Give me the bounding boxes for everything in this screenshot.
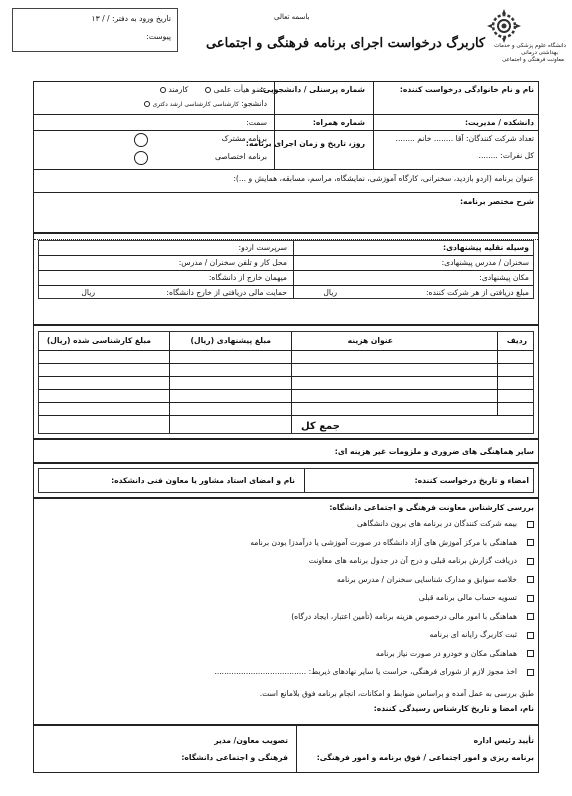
review-item-checkbox[interactable] — [527, 521, 534, 528]
support-rial: ریال — [81, 288, 95, 297]
review-item-label: هماهنگی با مرکز آموزش های آزاد دانشگاه در صورت آموزشی یا درآمدزا بودن برنامه — [250, 537, 517, 547]
section-applicant — [33, 81, 539, 233]
header-row: ردیف — [506, 336, 527, 345]
review-item-label: ثبت کاربرگ رایانه ای برنامه — [429, 630, 517, 639]
camp-head-label: سرپرست اردو: — [238, 243, 287, 252]
review-item-checkbox[interactable] — [527, 613, 534, 620]
date-time-label: روز، تاریخ و زمان اجرای برنامه: — [245, 139, 365, 148]
coordination-box — [33, 439, 539, 463]
expert-signature-label: نام، امضا و تاریخ کارشناس رسیدگی کننده: — [373, 704, 534, 713]
review-item-label: خلاصه سوابق و مدارک شناسایی سخنران / مدرس برنامه — [336, 574, 517, 584]
fee-received-label: مبلغ دریافتی از هر شرکت کننده: — [425, 288, 529, 297]
joint-program-label: برنامه مشترک — [221, 134, 267, 143]
personnel-no-label: شماره پرسنلی / دانشجویی: — [260, 85, 365, 94]
applicant-signature-label: امضاء و تاریخ درخواست کننده: — [414, 476, 529, 485]
position-label: سمت: — [246, 118, 267, 127]
review-item-checkbox[interactable] — [527, 558, 534, 565]
logo-text-1: دانشگاه علوم پزشکی و خدمات — [494, 43, 566, 49]
logo-text-3: معاونت فرهنگی و اجتماعی — [502, 57, 564, 63]
page-title: کاربرگ درخواست اجرای برنامه فرهنگی و اجتماعی — [206, 36, 486, 51]
student-level-radio[interactable] — [144, 101, 150, 107]
review-item-checkbox[interactable] — [527, 539, 534, 546]
bismillah: باسمه تعالی — [274, 13, 310, 21]
review-item-checkbox[interactable] — [527, 576, 534, 583]
faculty-label: دانشکده / مدیریت: — [464, 118, 534, 127]
review-item — [419, 593, 534, 603]
review-item-label: اخذ مجوز لازم از شورای فرهنگی، حراست یا سایر نهادهای ذیربط: ...................................... — [214, 667, 517, 676]
head-unit-label: برنامه ریزی و امور اجتماعی / فوق برنامه و امور فرهنگی: — [316, 753, 534, 762]
speaker-contact-label: محل کار و تلفن سخنران / مدرس: — [178, 258, 287, 267]
head-approval-label: تأیید رئیس اداره — [473, 736, 534, 745]
review-item-label: هماهنگی با امور مالی درخصوص هزینه برنامه (تأمین اعتبار، ایجاد درگاه) — [291, 611, 517, 621]
signature-row — [33, 463, 539, 498]
section-logistics — [33, 233, 539, 325]
summary-label: شرح مختصر برنامه: — [459, 197, 534, 206]
venue-label: مکان پیشنهادی: — [479, 273, 529, 282]
header-approved: مبلغ کارشناسی شده (ریال) — [46, 336, 151, 345]
review-item-label: دریافت گزارش برنامه قبلی و درج آن در جدول برنامه های معاونت — [308, 556, 517, 565]
role-student-label: دانشجو: — [241, 99, 267, 108]
review-item-label: هماهنگی مکان و خودرو در صورت نیاز برنامه — [375, 648, 517, 658]
applicant-name-label: نام و نام خانوادگی درخواست کننده: — [399, 85, 534, 94]
attachment-label: پیوست: — [146, 32, 171, 41]
speaker-label: سخنران / مدرس پیشنهادی: — [441, 258, 529, 267]
review-statement: طبق بررسی به عمل آمده و براساس ضوابط و امکانات، انجام برنامه فوق بلامانع است. — [259, 689, 534, 698]
student-row — [144, 99, 267, 110]
special-program-checkbox[interactable] — [134, 151, 148, 165]
entry-date-box — [12, 8, 178, 52]
review-item-checkbox[interactable] — [527, 650, 534, 657]
review-item — [429, 630, 534, 640]
total-label: کل نفرات: ........ — [478, 151, 534, 160]
review-item-checkbox[interactable] — [527, 632, 534, 639]
review-item — [376, 649, 534, 659]
advisor-signature-label: نام و امضای استاد مشاور یا معاون فنی دانشکده: — [111, 476, 295, 485]
special-program-label: برنامه اختصاصی — [214, 152, 267, 161]
review-item — [357, 519, 534, 529]
external-support-label: حمایت مالی دریافتی از خارج دانشگاه: — [166, 288, 287, 297]
review-item-label: تسویه حساب مالی برنامه قبلی — [418, 593, 517, 602]
review-item — [309, 556, 534, 566]
header-cost-title: عنوان هزینه — [347, 336, 393, 345]
fee-rial: ریال — [323, 288, 337, 297]
role-staff-radio[interactable] — [160, 87, 166, 93]
vehicle-label: وسیله نقلیه پیشنهادی: — [443, 243, 529, 252]
coordination-label: سایر هماهنگی های ضروری و ملزومات غیر هزینه ای: — [334, 447, 534, 456]
mobile-label: شماره همراه: — [312, 118, 365, 127]
guests-label: میهمان خارج از دانشگاه: — [208, 273, 287, 282]
joint-program-checkbox[interactable] — [134, 133, 148, 147]
review-title: بررسی کارشناس معاونت فرهنگی و اجتماعی دانشگاه: — [329, 503, 534, 512]
role-staff-label: کارمند — [168, 85, 189, 94]
approval-row — [33, 725, 539, 773]
program-title-label: عنوان برنامه (اردو بازدید، سخنرانی، کارگاه آموزشی، نمایشگاه، مراسم، مسابقه، همایش و ...): — [233, 174, 534, 183]
review-item-checkbox[interactable] — [527, 669, 534, 676]
logo-emblem-icon — [484, 6, 524, 46]
role-faculty-label: عضو هیأت علمی — [213, 85, 267, 94]
role-row — [160, 85, 267, 95]
review-item — [214, 667, 534, 677]
logo-text-2: بهداشتی درمانی — [521, 50, 558, 56]
student-levels-label: کارشناسی کارشناسی ارشد دکتری — [152, 101, 239, 108]
total-row-label: جمع کل — [301, 421, 340, 432]
review-item — [337, 575, 534, 585]
review-item-label: بیمه شرکت کنندگان در برنامه های برون دانشگاهی — [356, 519, 517, 528]
participants-label: تعداد شرکت کنندگان: آقا ........ خانم ........ — [395, 134, 534, 143]
deputy-approval-label: تصویب معاون/ مدیر — [214, 736, 288, 745]
review-item — [250, 538, 534, 548]
entry-date-label: تاریخ ورود به دفتر: / / ۱۳ — [91, 14, 171, 23]
review-item — [291, 612, 534, 622]
university-logo — [484, 6, 524, 46]
deputy-unit-label: فرهنگی و اجتماعی دانشگاه: — [181, 753, 288, 762]
review-section — [33, 498, 539, 725]
role-faculty-radio[interactable] — [205, 87, 211, 93]
header-proposed: مبلغ پیشنهادی (ریال) — [190, 336, 271, 345]
cost-table — [33, 325, 539, 439]
review-item-checkbox[interactable] — [527, 595, 534, 602]
